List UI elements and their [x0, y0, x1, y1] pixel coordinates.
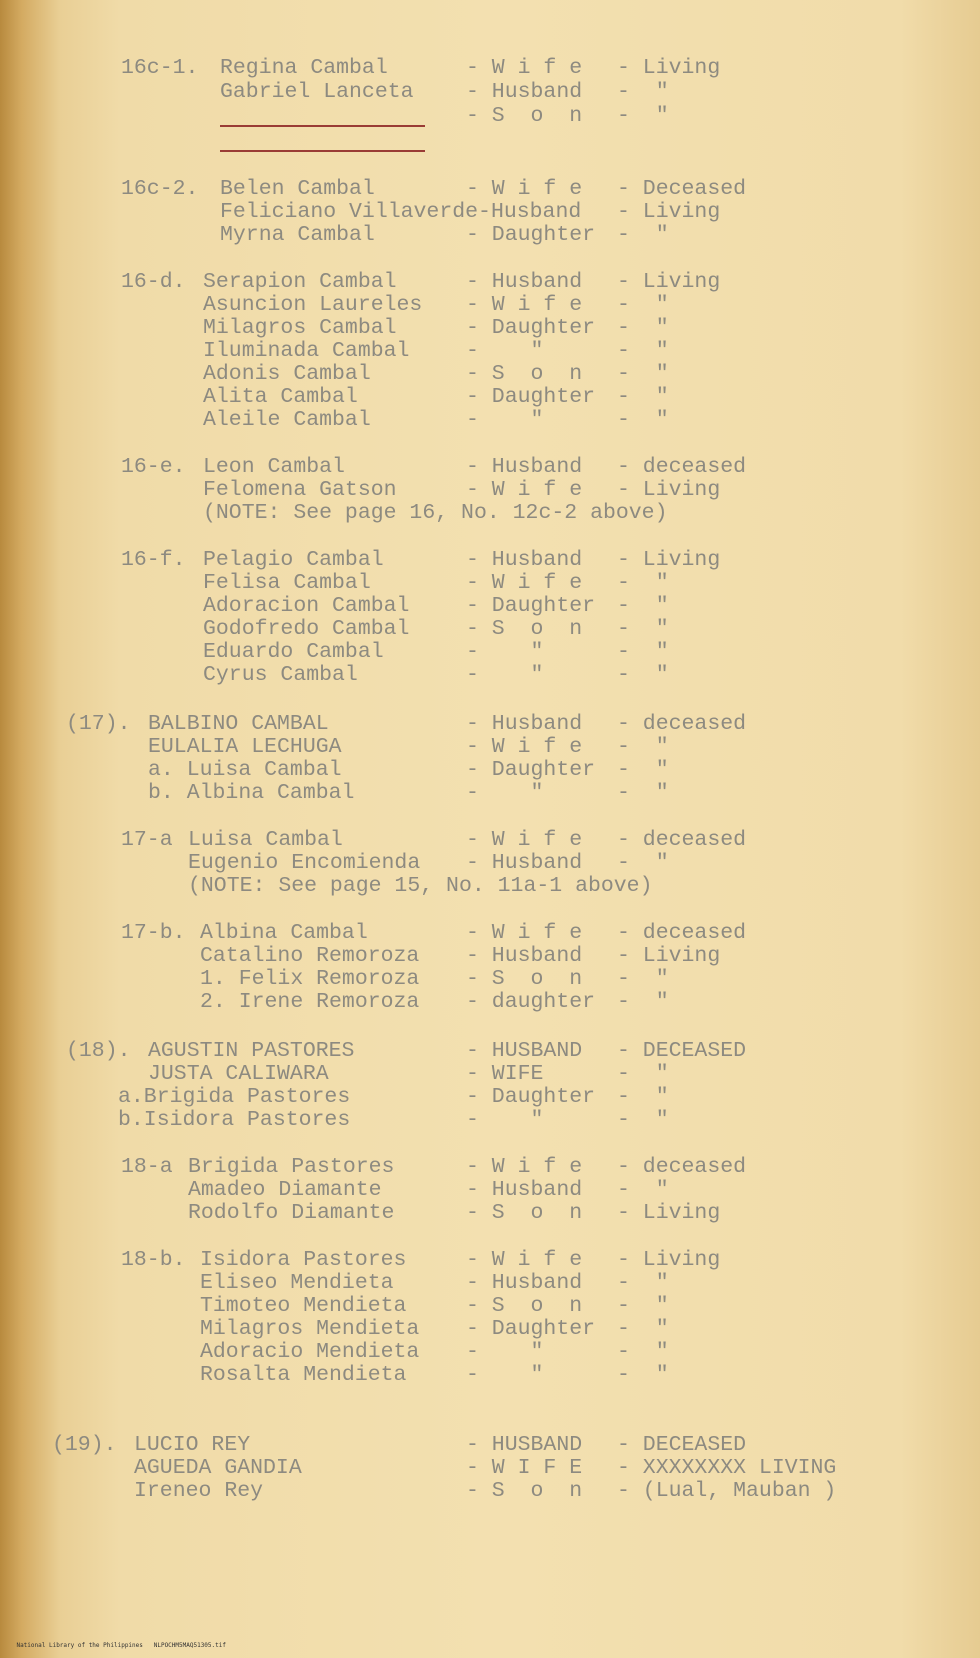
entry-number: 16-e.: [121, 455, 186, 479]
entry-line: [0, 408, 980, 432]
relation: - Husband: [466, 712, 583, 736]
entry-line: [0, 385, 980, 409]
status: - ": [617, 1178, 669, 1202]
relation: - S o n: [466, 104, 583, 128]
entry-line: [0, 1456, 980, 1480]
entry-number: 18-a: [121, 1155, 173, 1179]
status: - ": [617, 851, 669, 875]
status: - ": [617, 339, 669, 363]
person-name: Adoracio Mendieta: [200, 1340, 420, 1364]
status: - DECEASED: [617, 1433, 747, 1457]
entry-line: [0, 362, 980, 386]
entry-line: [0, 1085, 980, 1109]
footer-library: National Library of the Philippines: [16, 1642, 143, 1649]
entry-number: 16c-1.: [121, 56, 199, 80]
person-name: a.Brigida Pastores: [118, 1085, 351, 1109]
person-name: Belen Cambal: [220, 177, 375, 201]
entry-number: 17-a: [121, 828, 173, 852]
person-name: Regina Cambal: [220, 56, 388, 80]
entry-line: [0, 828, 980, 852]
entry-number: (17).: [66, 712, 131, 736]
relation: - Husband: [466, 455, 583, 479]
note-line: [0, 874, 980, 898]
entry-line: [0, 1178, 980, 1202]
person-name: b.Isidora Pastores: [118, 1108, 351, 1132]
relation: - ": [466, 339, 544, 363]
status: - ": [617, 571, 669, 595]
entry-line: [0, 1317, 980, 1341]
entry-line: [0, 104, 980, 128]
status: - deceased: [617, 455, 747, 479]
relation: - W i f e: [466, 921, 583, 945]
person-name: AGUSTIN PASTORES: [148, 1039, 355, 1063]
person-name: a. Luisa Cambal: [148, 758, 342, 782]
relation: - S o n: [466, 1479, 583, 1503]
status: - ": [617, 640, 669, 664]
entry-line: [0, 1479, 980, 1503]
relation: - Husband: [466, 80, 583, 104]
entry-line: [0, 339, 980, 363]
person-name: Pelagio Cambal: [203, 548, 384, 572]
entry-line: [0, 921, 980, 945]
relation: - ": [466, 640, 544, 664]
status: - ": [617, 1062, 669, 1086]
relation: - Daughter: [466, 1085, 596, 1109]
entry-line: [0, 663, 980, 687]
entry-line: [0, 316, 980, 340]
relation: - Daughter: [466, 223, 596, 247]
relation: - ": [466, 408, 544, 432]
entry-number: 16-f.: [121, 548, 186, 572]
person-name: Catalino Remoroza: [200, 944, 420, 968]
person-name: 2. Irene Remoroza: [200, 990, 420, 1014]
relation: - Daughter: [466, 1317, 596, 1341]
note-text: (NOTE: See page 15, No. 11a-1 above): [188, 874, 653, 898]
status: - Living: [617, 270, 721, 294]
entry-line: [0, 1108, 980, 1132]
person-name: Adonis Cambal: [203, 362, 371, 386]
person-name: Iluminada Cambal: [203, 339, 410, 363]
status: - Living: [617, 944, 721, 968]
relation: - ": [466, 1340, 544, 1364]
person-name: Feliciano Villaverde-Husband: [220, 200, 582, 224]
note-text: (NOTE: See page 16, No. 12c-2 above): [203, 501, 668, 525]
scan-footer: [2, 1635, 226, 1656]
entry-line: [0, 1039, 980, 1063]
entry-line: [0, 594, 980, 618]
relation: - Daughter: [466, 316, 596, 340]
status: - (Lual, Mauban ): [617, 1479, 837, 1503]
entry-line: [0, 293, 980, 317]
person-name: Cyrus Cambal: [203, 663, 358, 687]
entry-line: [0, 548, 980, 572]
person-name: Isidora Pastores: [200, 1248, 407, 1272]
status: - Living: [617, 548, 721, 572]
relation: - S o n: [466, 1294, 583, 1318]
status: - Living: [617, 1201, 721, 1225]
entry-line: [0, 571, 980, 595]
person-name: LUCIO REY: [134, 1433, 251, 1457]
person-name: Aleile Cambal: [203, 408, 371, 432]
person-name: Serapion Cambal: [203, 270, 397, 294]
separator-rule: [220, 150, 425, 152]
status: - Living: [617, 56, 721, 80]
person-name: Felomena Gatson: [203, 478, 397, 502]
person-name: Brigida Pastores: [188, 1155, 395, 1179]
relation: - W i f e: [466, 293, 583, 317]
person-name: b. Albina Cambal: [148, 781, 355, 805]
status: - ": [617, 1108, 669, 1132]
relation: - Daughter: [466, 758, 596, 782]
relation: - W I F E: [466, 1456, 583, 1480]
entry-line: [0, 1271, 980, 1295]
status: - ": [617, 316, 669, 340]
status: - ": [617, 1363, 669, 1387]
entry-line: [0, 56, 980, 80]
person-name: Milagros Mendieta: [200, 1317, 420, 1341]
relation: - Husband: [466, 548, 583, 572]
person-name: Luisa Cambal: [188, 828, 343, 852]
relation: - Husband: [466, 1271, 583, 1295]
relation: - Daughter: [466, 385, 596, 409]
relation: - Husband: [466, 851, 583, 875]
relation: - W i f e: [466, 571, 583, 595]
entry-line: [0, 1294, 980, 1318]
status: - ": [617, 293, 669, 317]
status: - ": [617, 758, 669, 782]
entry-line: [0, 1248, 980, 1272]
relation: - S o n: [466, 1201, 583, 1225]
status: - Deceased: [617, 177, 747, 201]
entry-number: (19).: [52, 1433, 117, 1457]
status: - Living: [617, 200, 721, 224]
entry-number: (18).: [66, 1039, 131, 1063]
entry-number: 16-d.: [121, 270, 186, 294]
relation: - S o n: [466, 967, 583, 991]
entry-line: [0, 1155, 980, 1179]
entry-line: [0, 1201, 980, 1225]
status: - ": [617, 990, 669, 1014]
person-name: Alita Cambal: [203, 385, 358, 409]
person-name: Albina Cambal: [200, 921, 368, 945]
entry-number: 17-b.: [121, 921, 186, 945]
relation: - daughter: [466, 990, 596, 1014]
relation: - HUSBAND: [466, 1039, 583, 1063]
status: - ": [617, 1317, 669, 1341]
entry-number: 16c-2.: [121, 177, 199, 201]
status: - ": [617, 967, 669, 991]
status: - DECEASED: [617, 1039, 747, 1063]
person-name: Asuncion Laureles: [203, 293, 423, 317]
status: - ": [617, 80, 669, 104]
entry-line: [0, 200, 980, 224]
status: - ": [617, 1294, 669, 1318]
entry-line: [0, 640, 980, 664]
status: - ": [617, 1085, 669, 1109]
relation: - W i f e: [466, 177, 583, 201]
status: - XXXXXXXX LIVING: [617, 1456, 837, 1480]
status: - ": [617, 781, 669, 805]
person-name: Eugenio Encomienda: [188, 851, 421, 875]
entry-number: 18-b.: [121, 1248, 186, 1272]
status: - ": [617, 362, 669, 386]
relation: - ": [466, 1363, 544, 1387]
person-name: Rosalta Mendieta: [200, 1363, 407, 1387]
status: - ": [617, 594, 669, 618]
status: - ": [617, 104, 669, 128]
relation: - Husband: [466, 944, 583, 968]
entry-line: [0, 851, 980, 875]
relation: - Husband: [466, 1178, 583, 1202]
status: - deceased: [617, 1155, 747, 1179]
status: - deceased: [617, 712, 747, 736]
status: - deceased: [617, 828, 747, 852]
entry-line: [0, 177, 980, 201]
entry-line: [0, 617, 980, 641]
relation: - W i f e: [466, 1155, 583, 1179]
relation: - Husband: [466, 270, 583, 294]
relation: - W i f e: [466, 478, 583, 502]
relation: - S o n: [466, 362, 583, 386]
entry-line: [0, 223, 980, 247]
person-name: JUSTA CALIWARA: [148, 1062, 329, 1086]
person-name: Rodolfo Diamante: [188, 1201, 395, 1225]
note-line: [0, 501, 980, 525]
relation: - ": [466, 663, 544, 687]
entry-line: [0, 990, 980, 1014]
person-name: EULALIA LECHUGA: [148, 735, 342, 759]
person-name: Leon Cambal: [203, 455, 345, 479]
relation: - Daughter: [466, 594, 596, 618]
relation: - HUSBAND: [466, 1433, 583, 1457]
status: - ": [617, 735, 669, 759]
blank-name-underline: [220, 125, 425, 127]
entry-line: [0, 270, 980, 294]
status: - ": [617, 1340, 669, 1364]
person-name: BALBINO CAMBAL: [148, 712, 329, 736]
entry-line: [0, 80, 980, 104]
entry-line: [0, 1363, 980, 1387]
status: - ": [617, 617, 669, 641]
relation: - W i f e: [466, 828, 583, 852]
relation: - WIFE: [466, 1062, 544, 1086]
entry-line: [0, 944, 980, 968]
entry-line: [0, 967, 980, 991]
person-name: Felisa Cambal: [203, 571, 371, 595]
person-name: AGUEDA GANDIA: [134, 1456, 302, 1480]
status: - deceased: [617, 921, 747, 945]
entry-line: [0, 1340, 980, 1364]
entry-line: [0, 1433, 980, 1457]
person-name: Amadeo Diamante: [188, 1178, 382, 1202]
person-name: Myrna Cambal: [220, 223, 375, 247]
relation: - ": [466, 781, 544, 805]
status: - ": [617, 385, 669, 409]
entry-line: [0, 455, 980, 479]
person-name: Timoteo Mendieta: [200, 1294, 407, 1318]
status: - ": [617, 1271, 669, 1295]
person-name: Adoracion Cambal: [203, 594, 410, 618]
entry-line: [0, 1062, 980, 1086]
person-name: 1. Felix Remoroza: [200, 967, 420, 991]
relation: - W i f e: [466, 56, 583, 80]
relation: - W i f e: [466, 735, 583, 759]
status: - ": [617, 223, 669, 247]
status: - ": [617, 408, 669, 432]
status: - ": [617, 663, 669, 687]
person-name: Milagros Cambal: [203, 316, 397, 340]
relation: - S o n: [466, 617, 583, 641]
person-name: Eduardo Cambal: [203, 640, 384, 664]
entry-line: [0, 758, 980, 782]
status: - Living: [617, 478, 721, 502]
status: - Living: [617, 1248, 721, 1272]
entry-line: [0, 781, 980, 805]
relation: - ": [466, 1108, 544, 1132]
entry-line: [0, 478, 980, 502]
person-name: Ireneo Rey: [134, 1479, 264, 1503]
person-name: Godofredo Cambal: [203, 617, 410, 641]
footer-file: NLPOCHM5MAQ51305.tif: [153, 1642, 226, 1649]
relation: - W i f e: [466, 1248, 583, 1272]
person-name: Eliseo Mendieta: [200, 1271, 394, 1295]
entry-line: [0, 735, 980, 759]
entry-line: [0, 712, 980, 736]
person-name: Gabriel Lanceta: [220, 80, 414, 104]
